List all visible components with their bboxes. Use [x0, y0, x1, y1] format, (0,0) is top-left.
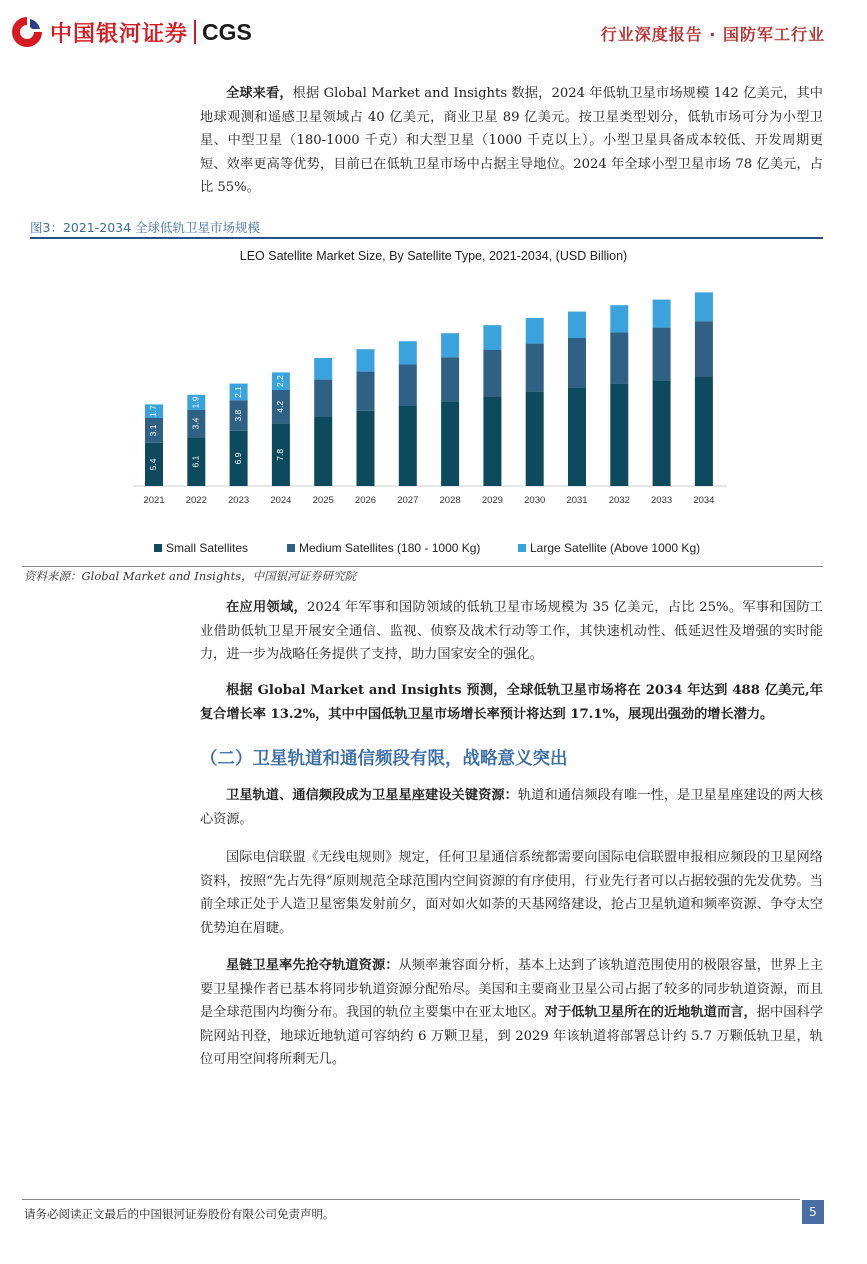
x-tick-label: 2022 [185, 495, 207, 506]
paragraph-forecast [200, 679, 823, 726]
logo-text-cn: 中国银河证券 [50, 21, 189, 47]
data-label: 1.7 [148, 405, 159, 418]
logo-mark-icon [10, 15, 44, 49]
bar-2026-series-3 [357, 349, 375, 371]
x-tick-label: 2021 [143, 495, 165, 506]
legend-label: Medium Satellites (180 - 1000 Kg) [299, 541, 481, 555]
paragraph-body: 国际电信联盟《无线电规则》规定，任何卫星通信系统都需要向国际电信联盟申报相应频段的卫星网络资料，按照“先占先得”原则规范全球范围内空间资源的有序使用，行业先行者可以占据较强的先发优势。当前全球正处于人造卫星密集发射前夕，面对如火如荼的天基网络建设，抢占卫星轨道和频率资源、争夺太空优势迫在眉睫。 [200, 850, 823, 936]
bar-2029-series-3 [483, 325, 501, 350]
bar-2032-series-2 [610, 332, 628, 383]
data-label: 3.8 [232, 409, 243, 422]
bar-2031-series-1 [568, 388, 586, 486]
bar-2028-series-1 [441, 401, 459, 486]
bar-2028-series-2 [441, 357, 459, 401]
paragraph-body: 轨道和通信频段有唯一性，是卫星星座建设的两大核心资源。 [200, 788, 823, 827]
bar-2030-series-3 [526, 318, 544, 344]
bar-2031-series-3 [568, 312, 586, 338]
paragraph-itu-rules [200, 846, 823, 940]
stacked-bar-chart [0, 270, 867, 565]
x-tick-label: 2028 [439, 495, 461, 506]
bar-2031-series-2 [568, 338, 586, 388]
figure-source: 资料来源：Global Market and Insights，中国银河证券研究院 [24, 569, 357, 583]
paragraph-body: 2024 年军事和国防领域的低轨卫星市场规模为 35 亿美元，占比 25%。军事和国防工业借助低轨卫星开展安全通信、监视、侦察及战术行动等工作，其快速机动性、低延迟性及增强的实时能力，进一步为战略任务提供了支持，助力国家安全的强化。 [200, 600, 824, 662]
source-divider [22, 566, 823, 567]
legend-swatch [287, 544, 295, 552]
data-label: 3.4 [190, 417, 201, 430]
bar-2034-series-1 [695, 376, 713, 486]
paragraph-lead: 星链卫星率先抢夺轨道资源： [226, 958, 399, 973]
footer-disclaimer: 请务必阅读正文最后的中国银河证券股份有限公司免责声明。 [24, 1207, 335, 1221]
x-tick-label: 2034 [693, 495, 715, 506]
data-label: 6.1 [190, 455, 201, 468]
data-label: 5.4 [148, 458, 159, 471]
footer-divider [22, 1199, 800, 1200]
figure-caption: 图3：2021-2034 全球低轨卫星市场规模 [30, 220, 261, 235]
data-label: 6.9 [232, 452, 243, 465]
paragraph-lead: 全球来看， [226, 86, 293, 101]
data-label: 2.1 [232, 386, 243, 398]
bar-2034-series-2 [695, 321, 713, 376]
x-tick-label: 2029 [481, 495, 503, 506]
bar-2027-series-1 [399, 406, 417, 486]
x-tick-label: 2031 [566, 495, 588, 506]
paragraph-application [200, 596, 823, 667]
data-label: 4.2 [275, 400, 286, 413]
paragraph-lead: 卫星轨道、通信频段成为卫星星座建设关键资源： [226, 788, 518, 803]
bar-2026-series-1 [357, 411, 375, 486]
paragraph-global [200, 82, 823, 200]
bar-2029-series-2 [483, 350, 501, 396]
legend-swatch [154, 544, 162, 552]
report-header-title: 行业深度报告 · 国防军工行业 [600, 25, 825, 44]
paragraph-bold: 对于低轨卫星所在的近地轨道而言， [544, 1005, 757, 1020]
figure-divider [30, 237, 823, 239]
x-tick-label: 2033 [651, 495, 673, 506]
bar-2027-series-3 [399, 341, 417, 364]
bar-2025-series-1 [314, 416, 332, 486]
data-label: 3.1 [148, 424, 159, 437]
bar-2030-series-1 [526, 392, 544, 486]
x-tick-label: 2025 [312, 495, 334, 506]
page-number: 5 [802, 1200, 824, 1224]
bar-2025-series-3 [314, 358, 332, 380]
x-tick-label: 2027 [397, 495, 419, 506]
logo-text-en: CGS [202, 18, 252, 45]
legend-label: Large Satellite (Above 1000 Kg) [530, 541, 701, 555]
bar-2033-series-1 [653, 380, 671, 486]
legend-swatch [518, 544, 526, 552]
section-heading: （二）卫星轨道和通信频段有限，战略意义突出 [200, 749, 568, 769]
paragraph-bold: 根据 Global Market and Insights 预测，全球低轨卫星市场将在 2034 年达到 488 亿美元,年复合增长率 13.2%，其中中国低轨卫星市场增长率预计将达到 17.1%，展现出强劲的增长潜力。 [200, 683, 823, 722]
bar-2026-series-2 [357, 372, 375, 411]
x-tick-label: 2026 [354, 495, 377, 506]
legend-label: Small Satellites [166, 541, 249, 555]
bar-2025-series-2 [314, 380, 332, 417]
data-label: 2.2 [275, 375, 286, 388]
x-tick-label: 2032 [608, 495, 630, 506]
bar-2033-series-3 [653, 300, 671, 328]
paragraph-body: 据中国科学院网站刊登，地球近地轨道可容纳约 6 万颗卫星，到 2029 年该轨道将部署总计约 5.7 万颗低轨卫星，轨位可用空间将所剩无几。 [200, 1005, 824, 1067]
bar-2034-series-3 [695, 292, 713, 321]
bar-2032-series-1 [610, 384, 628, 486]
paragraph-orbit-resources [200, 784, 823, 831]
paragraph-lead: 在应用领域， [226, 600, 307, 615]
bar-2033-series-2 [653, 328, 671, 381]
paragraph-body: 根据 Global Market and Insights 数据，2024 年低轨卫星市场规模 142 亿美元，其中地球观测和遥感卫星领域占 40 亿美元，商业卫星 89 亿美元。按卫星类型划分，低轨市场可分为小型卫星、中型卫星（180-1000 千克）和大型卫星（1000 千克以上）。小型卫星具备成本较低、开发周期更短、效率更高等优势，目前已在低轨卫星市场中占据主导地位。2024 年全球小型卫星市场 78 亿美元，占比 55%。 [200, 86, 823, 195]
bar-2030-series-2 [526, 344, 544, 392]
paragraph-body: 从频率兼容面分析，基本上达到了该轨道范围使用的极限容量，世界上主要卫星操作者已基本将同步轨道资源分配殆尽。美国和主要商业卫星公司占据了较多的同步轨道资源，而且是全球范围内均衡分布。我国的轨位主要集中在亚太地区。 [200, 958, 824, 1020]
company-logo [10, 14, 252, 50]
data-label: 1.9 [190, 396, 201, 409]
bar-2029-series-1 [483, 396, 501, 486]
bar-2028-series-3 [441, 333, 459, 357]
paragraph-starlink [200, 954, 823, 1072]
logo-divider [194, 20, 196, 44]
x-tick-label: 2030 [524, 495, 546, 506]
data-label: 7.8 [275, 448, 286, 461]
x-tick-label: 2023 [228, 495, 250, 506]
x-tick-label: 2024 [270, 495, 292, 506]
bar-2027-series-2 [399, 364, 417, 406]
bar-2032-series-3 [610, 305, 628, 332]
chart-title: LEO Satellite Market Size, By Satellite Type, 2021-2034, (USD Billion) [239, 249, 628, 263]
